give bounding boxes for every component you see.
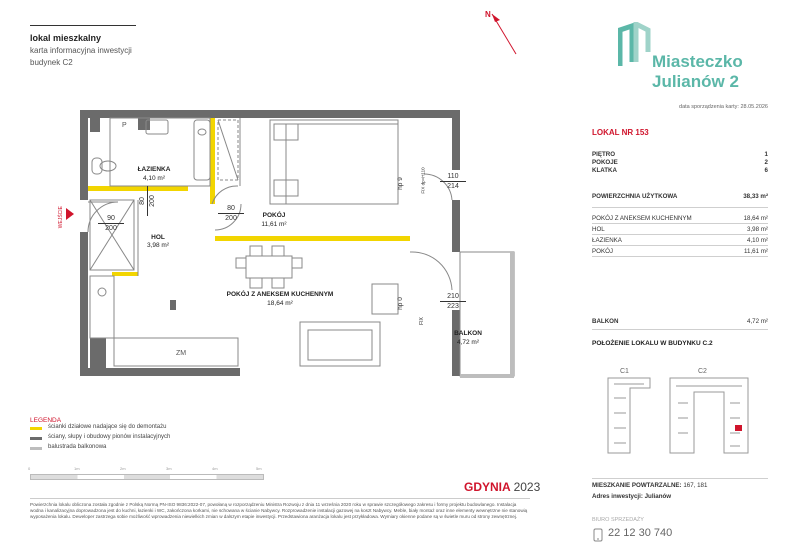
compass-label: N — [485, 10, 491, 19]
door-dimension — [98, 214, 124, 233]
dim-height: 223 — [440, 301, 466, 311]
entrance-arrow-icon — [66, 208, 74, 220]
room-row-name: ŁAZIENKA — [592, 237, 622, 244]
zm-label: ZM — [176, 350, 187, 357]
sales-office-label: BIURO SPRZEDAŻY — [592, 517, 644, 523]
brand-number: 2 — [729, 72, 739, 91]
brand-name-text: Julianów — [652, 72, 725, 91]
room-name-balcony: BALKON — [454, 330, 482, 337]
location-label: POŁOŻENIE LOKALU W BUDYNKU C.2 — [592, 340, 713, 347]
stair-label: KLATKA — [592, 167, 617, 174]
building-c1-label: C1 — [620, 368, 629, 375]
legend-item: ścianki działowe nadające się do demontażu — [48, 424, 167, 430]
fix-label: FIX — [418, 317, 425, 325]
repeat-value: 167, 181 — [683, 482, 708, 489]
room-area-living: 18,64 m² — [267, 300, 293, 307]
rooms-value: 2 — [764, 159, 768, 166]
room-row-value: 3,98 m² — [747, 226, 768, 233]
room-name-bedroom: POKÓJ — [262, 212, 286, 219]
divider — [592, 329, 768, 330]
page-subtitle: karta informacyjna inwestycji — [30, 46, 132, 55]
divider — [592, 256, 768, 257]
dim-width: 210 — [447, 293, 459, 300]
legend-item: ściany, słupy i obudowy pionów instalacyjnych — [48, 434, 171, 440]
room-row-name: POKÓJ — [592, 248, 613, 255]
stair-value: 6 — [764, 167, 768, 174]
dim-width: 110 — [447, 173, 459, 180]
rooms-label: POKOJE — [592, 159, 618, 166]
sill-height: hp 0 — [396, 297, 404, 310]
brand-name-line1: Miasteczko — [652, 52, 743, 71]
scale-tick: 3m — [166, 466, 172, 471]
legend-swatch — [30, 447, 42, 450]
room-area-balcony: 4,72 m² — [456, 339, 480, 346]
balcony-value: 4,72 m² — [747, 318, 768, 325]
city-year: 2023 — [513, 480, 541, 494]
phone-number[interactable]: 22 12 30 740 — [608, 527, 673, 539]
dim-height: 200 — [98, 223, 124, 233]
legend-swatch — [30, 427, 42, 430]
scale-bar — [30, 474, 264, 480]
room-area-bedroom: 11,61 m² — [261, 221, 287, 228]
door-dimension — [218, 204, 244, 223]
header-rule — [30, 25, 136, 26]
area-label: POWIERZCHNIA UŻYTKOWA — [592, 193, 678, 200]
floor-label: PIĘTRO — [592, 151, 616, 158]
scale-tick: 0 — [28, 466, 31, 471]
entrance-label: WEJŚCIE — [58, 206, 64, 229]
north-compass — [484, 8, 524, 58]
divider — [592, 245, 768, 246]
scale-tick: 1m — [74, 466, 80, 471]
scale-tick: 2m — [120, 466, 126, 471]
room-row-value: 4,10 m² — [747, 237, 768, 244]
repeat-info — [592, 482, 707, 489]
balcony-label: BALKON — [592, 318, 619, 325]
scale-tick: 4m — [212, 466, 218, 471]
building-label: budynek C2 — [30, 58, 73, 67]
room-area-bathroom: 4,10 m² — [142, 175, 166, 182]
room-row-value: 18,64 m² — [743, 215, 768, 222]
p-label: P — [122, 122, 127, 129]
divider — [592, 223, 768, 224]
window-dimension — [440, 172, 466, 191]
room-row-value: 11,61 m² — [744, 248, 768, 255]
card-date: data sporządzenia karty: 28.05.2026 — [679, 104, 768, 110]
dim-height: 200 — [147, 186, 157, 216]
divider — [592, 478, 768, 479]
divider — [592, 207, 768, 208]
legend-title: LEGENDA — [30, 417, 62, 424]
dim-width: 80 — [139, 197, 146, 205]
building-c2-label: C2 — [698, 368, 707, 375]
room-name-bathroom: ŁAZIENKA — [137, 166, 171, 173]
room-row-name: POKÓJ Z ANEKSEM KUCHENNYM — [592, 215, 692, 222]
legend-swatch — [30, 437, 42, 440]
legend-item: balustrada balkonowa — [48, 444, 107, 450]
dim-width: 90 — [107, 215, 115, 222]
area-value: 38,33 m² — [743, 193, 768, 200]
repeat-label: MIESZKANIE POWTARZALNE: — [592, 482, 682, 489]
room-row-name: HOL — [592, 226, 605, 233]
footer-disclaimer: Powierzchnia lokalu obliczona została zgodnie z Polską Normą PN-ISO 9836:2022-07, powołaną w rozporządzeniu Ministra Rozwoju z dnia 11 września 2020 roku w sprawie szczegółowego zakresu i formy projektu budowlanego. Instalacja wodna i kanalizacyjna doprowadzona jest do kuchni, łazienki i WC, zakończona korkami, nie schowana w ścianie Nabywcy. Rozprowadzenie instalacji gazowej na koszt Nabywcy. Meble, biały montaż oraz inne elementy wewnętrzne nie stanowią wyposażenia lokalu. Deweloper zastrzega sobie możliwość wprowadzenia niewielkich zmian w dalszym etapie inwestycji. Przedstawiona aranżacja lokalu jest przykładowa. Wymiary okienne podane są w świetle muru od strony zewnętrznej. — [30, 502, 528, 519]
brand-logo-icon — [618, 22, 640, 62]
footer-rule — [30, 498, 530, 499]
window-dimension — [440, 292, 466, 311]
unit-label: LOKAL NR 153 — [592, 128, 649, 137]
room-name-hall: HOL — [151, 234, 165, 241]
sill-height: hp 9 — [396, 177, 404, 190]
unit-marker-icon — [735, 425, 742, 431]
dim-width: 80 — [227, 205, 235, 212]
page-title: lokal mieszkalny — [30, 33, 102, 43]
phone-icon — [592, 528, 604, 542]
brand-name-line2 — [652, 72, 739, 91]
dim-height: 214 — [440, 181, 466, 191]
scale-tick: 5m — [256, 466, 262, 471]
divider — [592, 234, 768, 235]
fix-label: FIX dp=H110 — [420, 167, 426, 194]
city-name: GDYNIA — [464, 480, 511, 494]
room-name-living: POKÓJ Z ANEKSEM KUCHENNYM — [226, 291, 334, 298]
building-key-plan — [600, 358, 768, 458]
address-label: Adres inwestycji: Julianów — [592, 493, 672, 500]
room-area-hall: 3,98 m² — [146, 242, 170, 249]
floor-value: 1 — [764, 151, 768, 158]
door-dimension — [138, 186, 164, 216]
dim-height: 200 — [218, 213, 244, 223]
city-badge — [464, 480, 540, 494]
floor-plan — [50, 100, 530, 390]
